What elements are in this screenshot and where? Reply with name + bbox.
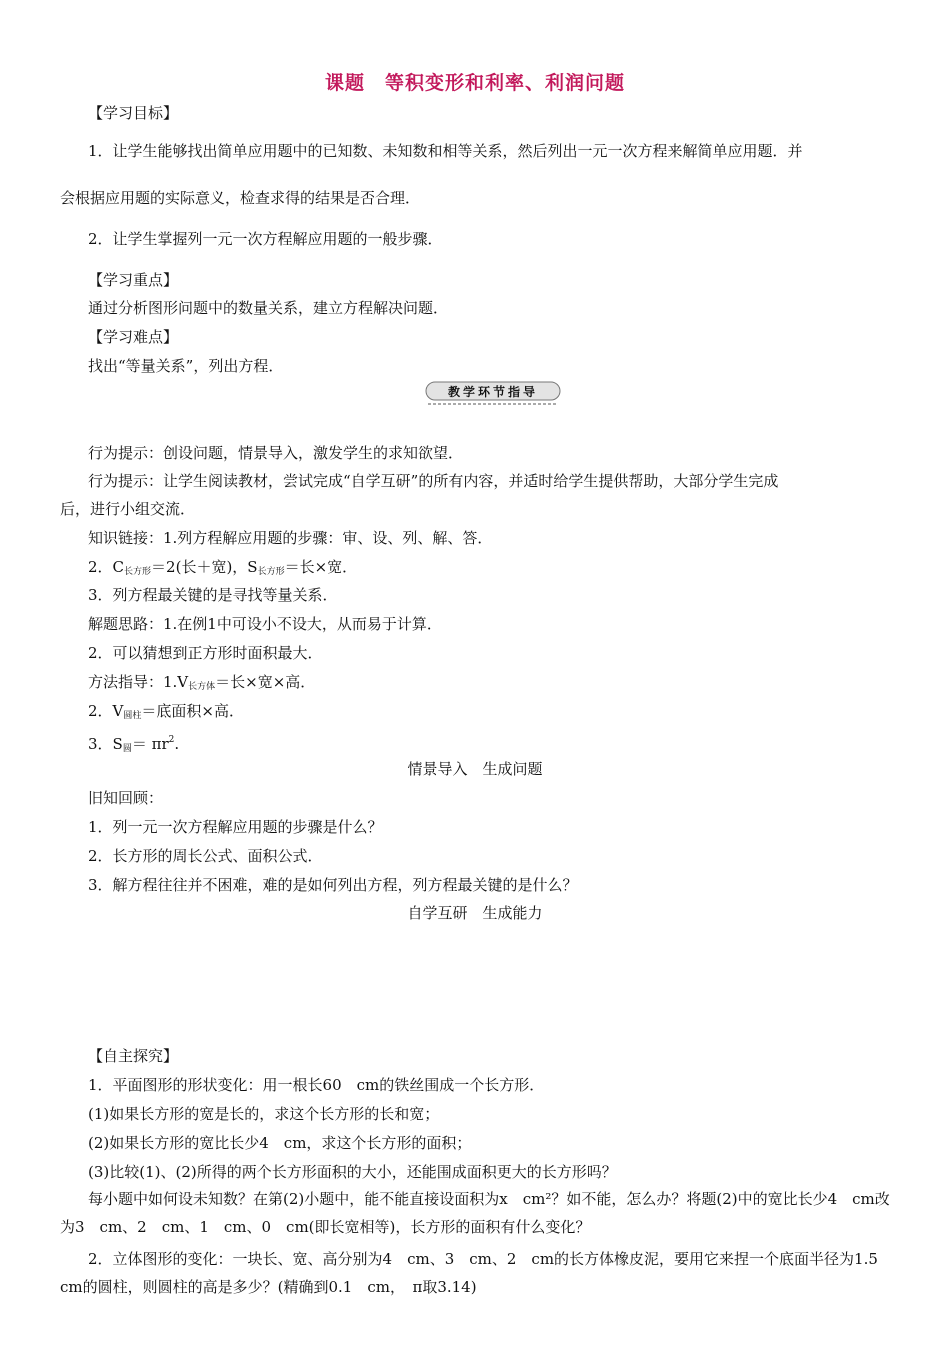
goal-item-2: 2．让学生掌握列一元一次方程解应用题的一般步骤．	[88, 230, 443, 248]
formula-text: 2．V	[88, 702, 124, 720]
formula-superscript: 2	[168, 735, 175, 745]
method-guide-2	[88, 701, 244, 726]
formula-text: .	[174, 735, 180, 753]
formula-subscript: 长方形	[124, 567, 152, 577]
explore-problem-1-part-3: (3)比较(1)、(2)所得的两个长方形面积的大小，还能围成面积更大的长方形吗？	[88, 1163, 617, 1181]
formula-text: ＝2(长＋宽)，S	[151, 558, 258, 576]
review-question-2: 2．长方形的周长公式、面积公式．	[88, 847, 323, 865]
explore-problem-1: 1．平面图形的形状变化：用一根长60 cm的铁丝围成一个长方形．	[88, 1076, 545, 1094]
focus-text: 通过分析图形问题中的数量关系，建立方程解决问题．	[88, 299, 449, 317]
explore-problem-2: 2．立体图形的变化：一块长、宽、高分别为4 cm、3 cm、2 cm的长方体橡皮泥，要用它来捏一个底面半径为1.5 cm的圆柱，则圆柱的高是多少？(精确到0.1 cm， π取3.14)	[60, 1250, 893, 1296]
formula-subscript: 长方体	[188, 682, 216, 692]
review-question-1: 1．列一元一次方程解应用题的步骤是什么？	[88, 818, 383, 836]
goals-heading: 【学习目标】	[88, 104, 179, 122]
goal-item-1-continued: 会根据应用题的实际意义，检查求得的结果是否合理．	[60, 189, 421, 207]
formula-text: ＝ πr	[131, 735, 169, 753]
focus-heading: 【学习重点】	[88, 271, 179, 289]
formula-text: ＝底面积×高．	[141, 702, 244, 720]
difficulty-text: 找出“等量关系”，列出方程．	[88, 357, 284, 375]
lesson-title: 课题 等积变形和利率、利润问题	[324, 72, 625, 94]
explore-problem-1-part-2: (2)如果长方形的宽比长少4 cm，求这个长方形的面积；	[88, 1134, 472, 1152]
goal-item-1: 1．让学生能够找出简单应用题中的已知数、未知数和相等关系，然后列出一元一次方程来解简单应用题．并	[88, 142, 803, 160]
method-guide-3	[88, 730, 179, 759]
solution-idea-2: 2．可以猜想到正方形时面积最大．	[88, 644, 323, 662]
review-label: 旧知回顾：	[88, 789, 164, 807]
formula-subscript: 圆	[122, 744, 132, 754]
teaching-guide-banner	[422, 380, 564, 406]
behavior-hint-2: 行为提示：让学生阅读教材，尝试完成“自学互研”的所有内容，并适时给学生提供帮助，大部分学生完成	[88, 472, 779, 490]
formula-text: ＝长×宽×高．	[215, 673, 316, 691]
knowledge-link-3: 3．列方程最关键的是寻找等量关系．	[88, 586, 338, 604]
formula-subscript: 圆柱	[123, 711, 142, 721]
behavior-hint-2-continued: 后，进行小组交流．	[60, 500, 196, 518]
method-guide-1	[88, 672, 315, 697]
formula-subscript: 长方形	[257, 567, 285, 577]
knowledge-link-2	[88, 557, 357, 582]
difficulty-heading: 【学习难点】	[88, 328, 179, 346]
formula-text: 方法指导：1.V	[88, 673, 189, 691]
formula-text: 2．C	[88, 558, 125, 576]
explore-problem-1-part-1: (1)如果长方形的宽是长的，求这个长方形的长和宽；	[88, 1105, 440, 1123]
section-heading-self-study: 自学互研 生成能力	[407, 904, 543, 922]
formula-text: 3．S	[88, 735, 123, 753]
banner-label: 教学环节指导	[447, 385, 538, 399]
solution-idea-1: 解题思路：1.在例1中可设小不设大，从而易于计算．	[88, 615, 442, 633]
explore-discussion-paragraph: 每小题中如何设未知数？在第(2)小题中，能不能直接设面积为x cm²？如不能，怎么办？将题(2)中的宽比长少4 cm改为3 cm、2 cm、1 cm、0 cm(即长宽相等)，长方形的面积有什么变化？	[60, 1190, 890, 1236]
formula-text: ＝长×宽．	[284, 558, 358, 576]
section-heading-scenario: 情景导入 生成问题	[407, 760, 543, 778]
behavior-hint-1: 行为提示：创设问题，情景导入，激发学生的求知欲望．	[88, 444, 464, 462]
explore-heading: 【自主探究】	[88, 1047, 179, 1065]
knowledge-link-1: 知识链接：1.列方程解应用题的步骤：审、设、列、解、答．	[88, 529, 493, 547]
review-question-3: 3．解方程往往并不困难，难的是如何列出方程，列方程最关键的是什么？	[88, 876, 578, 894]
